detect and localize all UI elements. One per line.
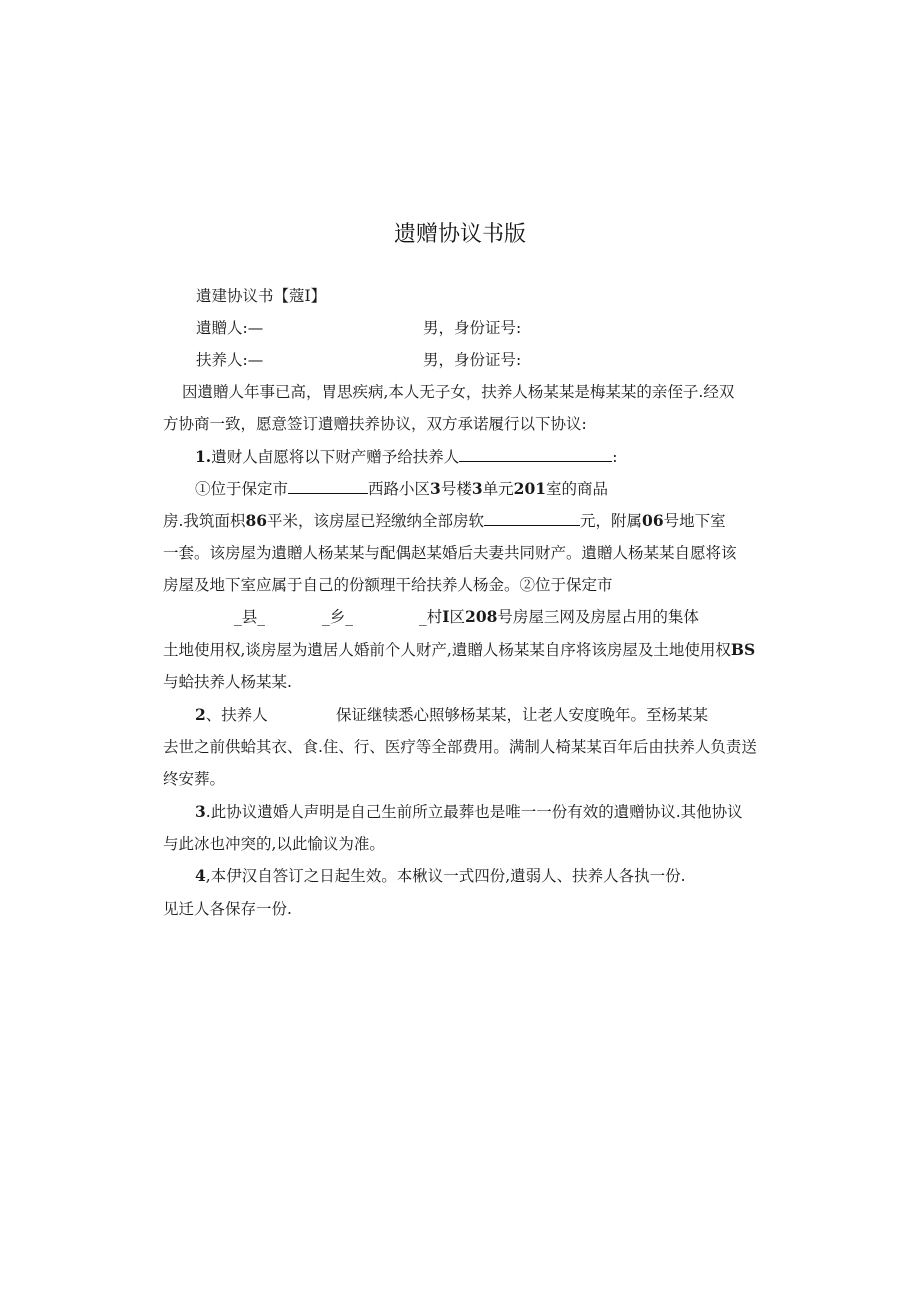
unit-number: 3 <box>471 479 483 498</box>
item-a-area-text: 房.我筑面枳 <box>163 512 246 530</box>
clause-2-line-1a <box>195 705 268 725</box>
clause-2-line-1b: 保证继犊悉心照够杨某某，让老人安度晚年。至杨某某 <box>336 706 709 724</box>
clause-2-number: 2 <box>195 705 206 724</box>
clause-1-item-a-line-2 <box>163 511 726 531</box>
item-b-village <box>419 607 699 627</box>
clause-3-number: 3 <box>195 802 206 821</box>
clause-1-intro-text: 遺财人卣愿将以下财产赠予给扶养人 <box>211 448 460 466</box>
item-b-house-number: 208 <box>465 607 498 626</box>
preamble-line-2: 方协商一致，愿意签订遺赠扶养协议，双方承诺履行以下协议: <box>163 415 587 433</box>
clause-1-intro <box>195 447 617 467</box>
item-a-yuan-text: 元，附属 <box>580 512 643 530</box>
item-a-text-3: 单元 <box>482 480 514 498</box>
clause-4-number: 4 <box>195 866 206 885</box>
clause-1-item-a <box>195 479 608 499</box>
item-b-village-number: I <box>442 607 450 626</box>
clause-2-line-3: 终安葬。 <box>163 770 226 788</box>
clause-1-line-g: 与蛤扶养人杨某某. <box>163 673 292 691</box>
item-a-end: 室的商品 <box>546 480 609 498</box>
building-number: 3 <box>430 479 441 498</box>
clause-4-line-2: 见迁人各保存一份. <box>163 900 292 918</box>
item-b-land-text: 土地使用权,谈房屋为遺居人婚前个人财产,遺贈人杨某某自序将该房屋及土地使用权 <box>163 641 731 659</box>
item-a-payment-text: 平米，该房屋已羟缴纳全部房软 <box>267 512 485 530</box>
clause-3-line-1 <box>195 802 743 822</box>
room-number: 201 <box>513 479 547 498</box>
bequeather-label: 遺贈人:— <box>196 319 264 337</box>
clause-1-line-c: 一套。该房屋为遺贈人杨某某与配偶赵某婚后夫妻共同财产。遺贈人杨某某自愿将该 <box>163 544 737 562</box>
clause-2-line-2: 去世之前供蛤其衣、食.住、行、医疗等全部费用。满制人椅某某百年后由扶养人负责送 <box>163 738 757 756</box>
bequeather-gender-id: 男，身份证号: <box>423 319 522 337</box>
clause-3-text: .此协议遺婚人声明是自己生前所立最葬也是唯一一份有效的遺赠协议.其他协议 <box>205 803 743 821</box>
item-b-land-code: BS <box>730 640 756 659</box>
document-subtitle: 遺建协议书【蔻I】 <box>196 287 327 305</box>
item-a-prefix: ①位于保定市 <box>195 480 289 498</box>
item-a-text-2: 号楼 <box>440 480 472 498</box>
clause-4-line-1 <box>195 866 686 886</box>
item-b-house-text: 号房屋三网及房屋占用的集体 <box>497 608 699 626</box>
road-name-blank <box>288 479 368 494</box>
clause-4-text: ,本伊汉自答订之日起生效。本楸议一式四份,遺弱人、扶养人各执一份. <box>205 867 686 885</box>
item-b-township: _乡_ <box>322 608 354 626</box>
clause-2-text-a: 、扶养人 <box>205 706 268 724</box>
clause-3-line-2: 与此冰也冲突的,以此愉议为准。 <box>163 835 385 853</box>
basement-number: 06 <box>642 511 664 530</box>
item-b-village-text: _村 <box>419 608 443 626</box>
clause-1-number: 1. <box>195 447 212 466</box>
preamble-line-1: 因遺贈人年事已高，胃思疾病,本人无子女，扶养人杨某某是梅某某的亲侄子.经双 <box>182 383 735 401</box>
recipient-blank <box>459 447 612 462</box>
supporter-label: 扶养人:— <box>196 351 264 369</box>
price-blank <box>484 511 580 526</box>
clause-1-line-f <box>163 640 755 660</box>
floor-area: 86 <box>245 511 268 530</box>
supporter-gender-id: 男，身份证号: <box>423 351 522 369</box>
item-a-basement-text: 号地下室 <box>663 512 726 530</box>
document-title: 遗赠协议书版 <box>393 222 526 247</box>
clause-1-line-d: 房屋及地下室应属于自己的份额理干给扶养人杨金。②位于保定市 <box>163 576 613 594</box>
item-b-district-text: 区 <box>449 608 466 626</box>
clause-1-intro-end: : <box>612 448 618 466</box>
item-b-county: _县_ <box>234 608 266 626</box>
item-a-text-1: 西路小区 <box>368 480 431 498</box>
